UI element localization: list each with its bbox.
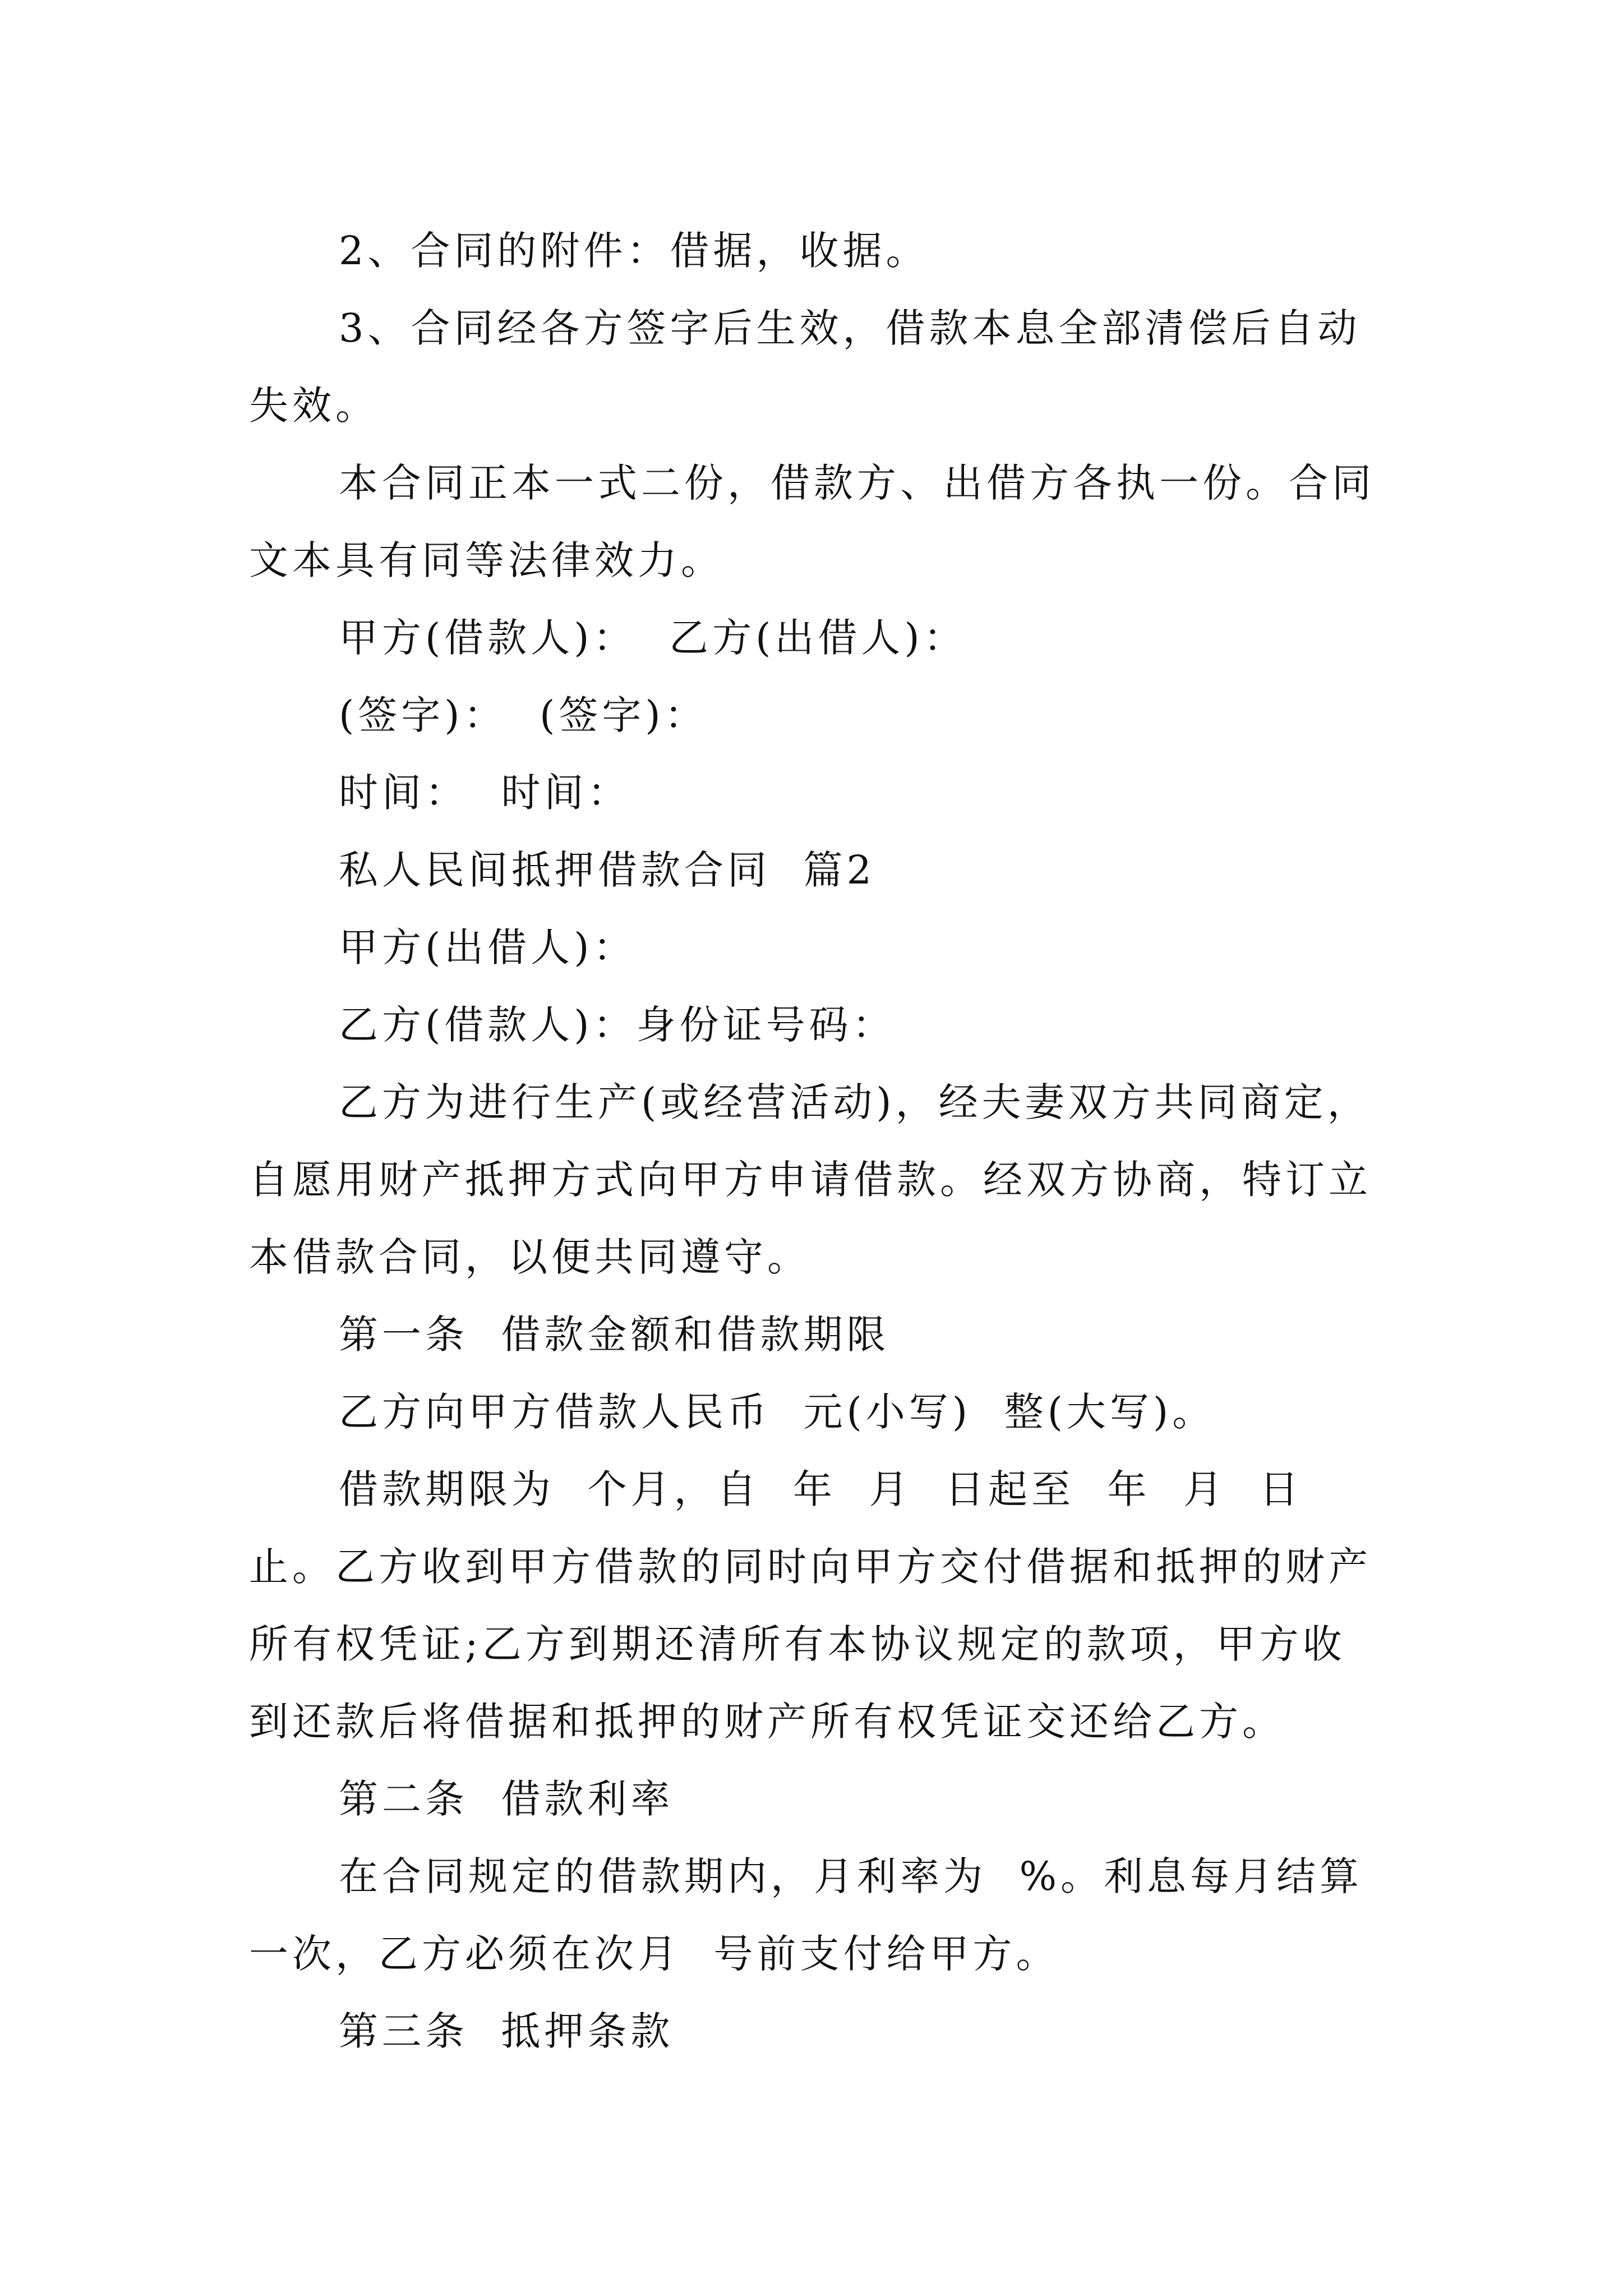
clause-copies: 本合同正本一式二份，借款方、出借方各执一份。合同文本具有同等法律效力。	[249, 460, 1375, 583]
article-2-rate: 在合同规定的借款期内，月利率为 %。利息每月结算一次，乙方必须在次月 号前支付给甲方。	[249, 1853, 1363, 1977]
article-1-amount: 乙方向甲方借款人民币 元(小写) 整(大写)。	[339, 1389, 1216, 1435]
party-b-borrower: 乙方(借款人)：身份证号码：	[339, 1002, 896, 1048]
clause-attachments: 2、合同的附件：借据，收据。	[339, 228, 929, 274]
party-a-lender: 甲方(出借人)：	[339, 924, 637, 970]
signature-sign-line: (签字)： (签字)：	[339, 692, 708, 738]
article-1-term: 借款期限为 个月，自 年 月 日起至 年 月 日止。乙方收到甲方借款的同时向甲方交付借据和抵押的财产所有权凭证;乙方到期还清所有本协议规定的款项，甲方收到还款后将借据和抵押的财产所有权凭证交还给乙方。	[249, 1466, 1372, 1745]
article-3-heading: 第三条 抵押条款	[339, 2008, 674, 2054]
section-title-contract-2: 私人民间抵押借款合同 篇2	[339, 847, 876, 893]
article-2-heading: 第二条 借款利率	[339, 1776, 674, 1822]
signature-date-line: 时间： 时间：	[339, 770, 631, 816]
signature-parties-line: 甲方(借款人)： 乙方(出借人)：	[339, 615, 967, 661]
article-1-heading: 第一条 借款金额和借款期限	[339, 1312, 890, 1358]
document-body	[249, 212, 1387, 2070]
clause-effectiveness: 3、合同经各方签字后生效，借款本息全部清偿后自动失效。	[249, 305, 1361, 429]
preamble-paragraph: 乙方为进行生产(或经营活动)，经夫妻双方共同商定，自愿用财产抵押方式向甲方申请借款。经双方协商，特订立本借款合同，以便共同遵守。	[249, 1079, 1372, 1280]
